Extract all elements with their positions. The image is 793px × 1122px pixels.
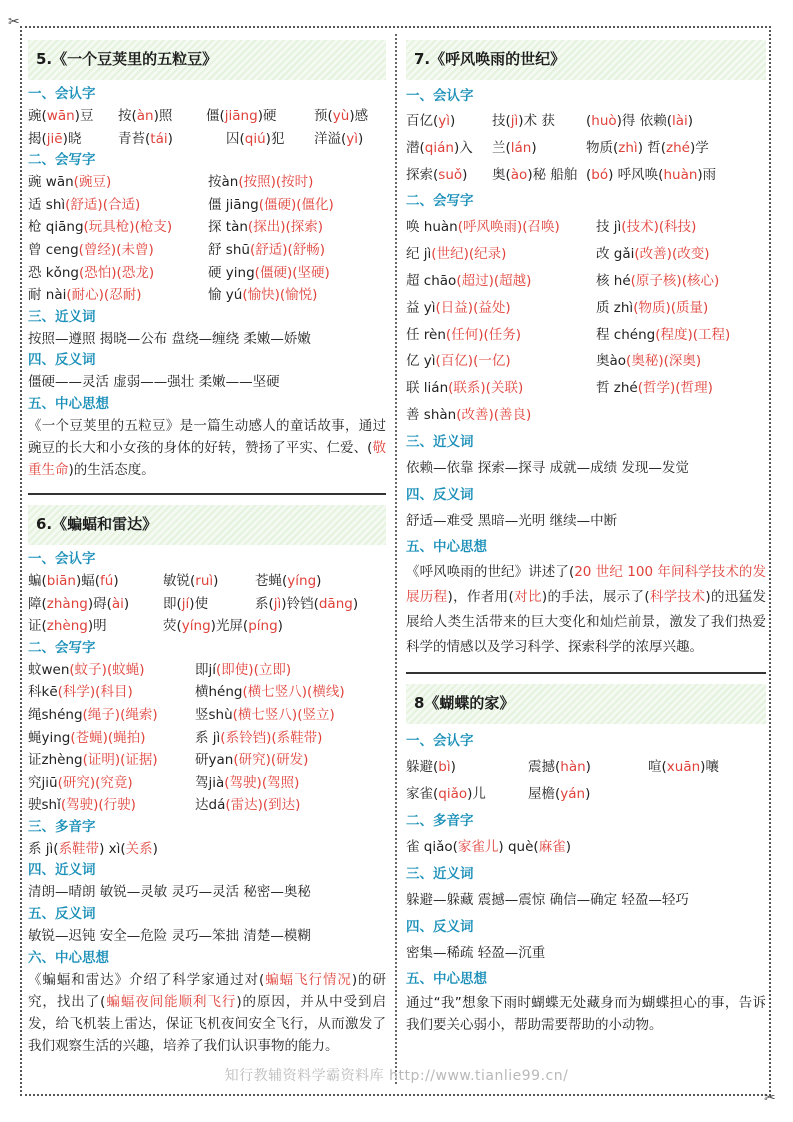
lesson-title: 8《蝴蝶的家》 [406, 684, 766, 724]
left-column [28, 40, 386, 1067]
write-item: 科kē(科学)(科目) [28, 684, 133, 701]
word-item: 囚(qiú)犯 [226, 130, 285, 147]
write-item: 横héng(横七竖八)(横线) [195, 684, 345, 701]
write-item: 研yan(研究)(研发) [195, 752, 309, 769]
synonyms: 清朗—晴朗 敏锐—灵敏 灵巧—灵活 秘密—奥秘 [28, 884, 311, 901]
write-item: 究jiū(研究)(究竟) [28, 774, 133, 791]
write-row [406, 402, 766, 429]
write-item: 纪 jì(世纪)(纪录) [406, 246, 507, 263]
write-item: 核 hé(原子核)(核心) [596, 272, 720, 289]
word-item: 技(jì)术 获 [492, 113, 555, 129]
subheading: 二、会写字 [406, 193, 474, 210]
antonyms: 僵硬——灵活 虚弱——强壮 柔嫩——坚硬 [28, 374, 280, 391]
subheading: 四、反义词 [406, 918, 474, 935]
word-item: (bó) 呼风唤(huàn)雨 [586, 166, 717, 183]
write-item: 驾jià(驾驶)(驾照) [195, 774, 300, 791]
antonyms: 敏锐—迟钝 安全—危险 灵巧—笨拙 清楚—模糊 [28, 928, 311, 945]
right-column [406, 40, 766, 1046]
write-item: 超 chāo(超过)(超越) [406, 272, 532, 289]
write-item: 竖shù(横七竖八)(竖立) [195, 706, 335, 723]
recognize-row [406, 754, 766, 781]
subheading: 一、会认字 [406, 88, 474, 104]
word-item: 豌(wān)豆 [28, 108, 94, 124]
write-item: 唤 huàn(呼风唤雨)(召唤) [406, 219, 560, 236]
write-row [28, 659, 386, 682]
word-item: 苍蝇(yíng) [255, 572, 322, 589]
subheading: 四、反义词 [406, 486, 474, 503]
write-row [28, 727, 386, 750]
word-item: 青苔(tái) [118, 130, 173, 147]
central-idea: 《呼风唤雨的世纪》讲述了(20 世纪 100 年间科学技术的发展历程)，作者用(对比)的手法，展示了(科学技术)的迅猛发展给人类生活带来的巨大变化和灿烂前景，激发了我们热爱科学的情感以及学习科学、探索科学的浓厚兴趣。 [406, 564, 766, 656]
write-row [406, 322, 766, 349]
lesson-5 [28, 40, 386, 481]
subheading: 五、反义词 [28, 906, 96, 923]
subheading: 一、会认字 [406, 733, 474, 750]
word-item: 奥(ào)秘 船舶 [492, 166, 578, 183]
write-row [406, 214, 766, 241]
subheading: 四、近义词 [28, 862, 96, 879]
central-idea: 《蝙蝠和雷达》介绍了科学家通过对(蝙蝠飞行情况)的研究，找出了(蝙蝠夜间能顺利飞行)的原因，并从中受到启发，给飞机装上雷达，保证飞机夜间安全飞行，从而激发了我们观察生活的兴趣，培养了我们认识事物的能力。 [28, 971, 386, 1054]
word-item: 敏锐(ruì) [163, 572, 219, 589]
write-item: 曾 ceng(曾经)(未曾) [28, 241, 154, 258]
word-item: 蝙(biān)蝠(fú) [28, 572, 119, 589]
word-item: 证(zhèng)明 [28, 618, 107, 635]
word-item: 家雀(qiǎo)儿 [406, 786, 486, 803]
write-item: 舒 shū(舒适)(舒畅) [208, 241, 326, 258]
word-item: 预(yù)感 [314, 108, 369, 124]
write-item: 驶shǐ(驾驶)(行驶) [28, 797, 136, 814]
lesson-7 [406, 40, 766, 660]
lesson-title: 6.《蝙蝠和雷达》 [28, 505, 386, 545]
recognize-list [406, 108, 766, 188]
write-row [28, 171, 386, 194]
word-item: 荧(yíng)光屏(píng) [163, 618, 283, 635]
word-item: 潜(qián)入 [406, 139, 473, 156]
subheading: 三、多音字 [28, 818, 96, 835]
write-item: 技 jì(技术)(科技) [596, 219, 697, 236]
subheading: 四、反义词 [28, 352, 96, 369]
write-item: 系 jì(系铃铛)(系鞋带) [195, 729, 323, 746]
write-list [28, 171, 386, 307]
write-item: 探 tàn(探出)(探索) [208, 219, 324, 236]
subheading: 一、会认字 [28, 86, 96, 102]
word-item: 按(àn)照 [118, 108, 173, 124]
word-item: 屋檐(yán) [528, 786, 591, 803]
subheading: 六、中心思想 [28, 949, 109, 966]
write-item: 枪 qiāng(玩具枪)(枪支) [28, 219, 173, 236]
write-item: 达dá(雷达)(到达) [195, 797, 301, 814]
write-row [28, 772, 386, 795]
write-item: 恐 kǒng(恐怕)(恐龙) [28, 264, 155, 281]
word-item: 震撼(hàn) [528, 759, 591, 776]
write-item: 益 yì(日益)(益处) [406, 299, 511, 316]
recognize-row [28, 570, 386, 593]
write-item: 豌 wān(豌豆) [28, 174, 112, 191]
subheading: 一、会认字 [28, 550, 96, 567]
write-row [406, 348, 766, 375]
recognize-row [406, 135, 766, 162]
write-row [28, 704, 386, 727]
write-item: 即jí(即使)(立即) [195, 661, 292, 678]
write-row [28, 681, 386, 704]
write-item: 改 gǎi(改善)(改变) [596, 246, 710, 263]
central-idea: 通过“我”想象下雨时蝴蝶无处藏身而为蝴蝶担心的事，告诉我们要关心弱小，帮助需要帮助的小动物。 [406, 995, 766, 1034]
word-item: 洋溢(yì) [314, 130, 364, 147]
word-item: 系(jì)铃铛(dāng) [255, 595, 359, 612]
footer-watermark: 知行教辅资料学霸资料库 http://www.tianlie99.cn/ [224, 1068, 569, 1084]
write-row [406, 241, 766, 268]
subheading: 二、多音字 [406, 812, 474, 829]
write-item: 哲 zhé(哲学)(哲理) [596, 380, 713, 397]
subheading: 二、会写字 [28, 152, 96, 169]
recognize-row [28, 128, 386, 151]
write-row [28, 794, 386, 817]
word-item: 兰(lán) [492, 139, 537, 156]
write-item: 程 chéng(程度)(工程) [596, 326, 731, 343]
section-rule [28, 493, 386, 495]
column-divider [395, 34, 397, 1084]
word-item: 躲避(bì) [406, 759, 456, 776]
write-item: 质 zhì(物质)(质量) [596, 299, 709, 316]
write-row [28, 749, 386, 772]
write-item: 亿 yì(百亿)(一亿) [406, 353, 511, 370]
write-row [406, 375, 766, 402]
write-row [28, 194, 386, 217]
word-item: 探索(suǒ) [406, 166, 468, 183]
subheading: 五、中心思想 [406, 971, 487, 988]
subheading: 三、近义词 [406, 865, 474, 882]
write-list [406, 214, 766, 428]
section-rule [406, 672, 766, 674]
write-item: 耐 nài(耐心)(忍耐) [28, 287, 142, 304]
polyphone: 雀 qiǎo(家雀儿) què(麻雀) [406, 838, 571, 855]
write-row [28, 216, 386, 239]
lesson-6 [28, 505, 386, 1057]
word-item: 喧(xuān)嚷 [648, 759, 719, 776]
write-item: 愉 yú(愉快)(愉悦) [208, 287, 318, 304]
write-row [406, 268, 766, 295]
word-item: 即(jí)使 [163, 595, 209, 612]
recognize-row [28, 615, 386, 638]
subheading: 二、会写字 [28, 639, 96, 656]
write-row [28, 284, 386, 307]
write-item: 硬 ying(僵硬)(坚硬) [208, 264, 330, 281]
lesson-title: 7.《呼风唤雨的世纪》 [406, 40, 766, 80]
word-item: (huò)得 依赖(lài) [586, 113, 694, 129]
write-item: 证zhèng(证明)(证据) [28, 752, 158, 769]
write-item: 绳shéng(绳子)(绳索) [28, 706, 158, 723]
antonyms: 舒适—难受 黑暗—光明 继续—中断 [406, 512, 618, 529]
subheading: 三、近义词 [28, 308, 96, 325]
word-item: 僵(jiāng)硬 [206, 108, 277, 124]
recognize-row [406, 162, 766, 189]
word-item: 百亿(yì) [406, 113, 456, 129]
word-item: 物质(zhì) 哲(zhé)学 [586, 139, 709, 156]
write-item: 蝇ying(苍蝇)(蝇拍) [28, 729, 146, 746]
recognize-row [406, 781, 766, 808]
recognize-row [406, 108, 766, 135]
lesson-title: 5.《一个豆荚里的五粒豆》 [28, 40, 386, 80]
write-item: 适 shì(舒适)(合适) [28, 196, 141, 213]
antonyms: 密集—稀疏 轻盈—沉重 [406, 944, 546, 961]
write-item: 联 lián(联系)(关联) [406, 380, 524, 397]
write-item: 奥ào(奥秘)(深奥) [596, 353, 702, 370]
write-item: 僵 jiāng(僵硬)(僵化) [208, 196, 334, 213]
scissors-icon: ✂ [8, 14, 20, 30]
polyphone: 系 jì(系鞋带) xì(关系) [28, 840, 158, 857]
write-item: 善 shàn(改善)(善良) [406, 406, 532, 423]
synonyms: 依赖—依靠 探索—探寻 成就—成绩 发现—发觉 [406, 459, 689, 476]
write-list [28, 659, 386, 817]
write-row [28, 239, 386, 262]
write-row [28, 262, 386, 285]
recognize-row [28, 105, 386, 128]
word-item: 揭(jiē)晓 [28, 130, 82, 147]
synonyms: 按照—遵照 揭晓—公布 盘绕—缠绕 柔嫩—娇嫩 [28, 330, 311, 347]
write-item: 任 rèn(任何)(任务) [406, 326, 522, 343]
central-idea: 《一个豆荚里的五粒豆》是一篇生动感人的童话故事，通过豌豆的长大和小女孩的身体的好转，赞扬了平实、仁爱、(敬重生命)的生活态度。 [28, 417, 386, 478]
lesson-8 [406, 684, 766, 1036]
write-item: 蚊wen(蚊子)(蚊蝇) [28, 661, 145, 678]
subheading: 五、中心思想 [406, 539, 487, 556]
subheading: 三、近义词 [406, 433, 474, 450]
recognize-row [28, 593, 386, 616]
word-item: 障(zhàng)碍(ài) [28, 595, 130, 612]
synonyms: 躲避—躲藏 震撼—震惊 确信—确定 轻盈—轻巧 [406, 891, 689, 908]
write-row [406, 295, 766, 322]
write-item: 按àn(按照)(按时) [208, 174, 314, 191]
subheading: 五、中心思想 [28, 395, 109, 412]
scissors-icon: ✂ [764, 1090, 776, 1106]
